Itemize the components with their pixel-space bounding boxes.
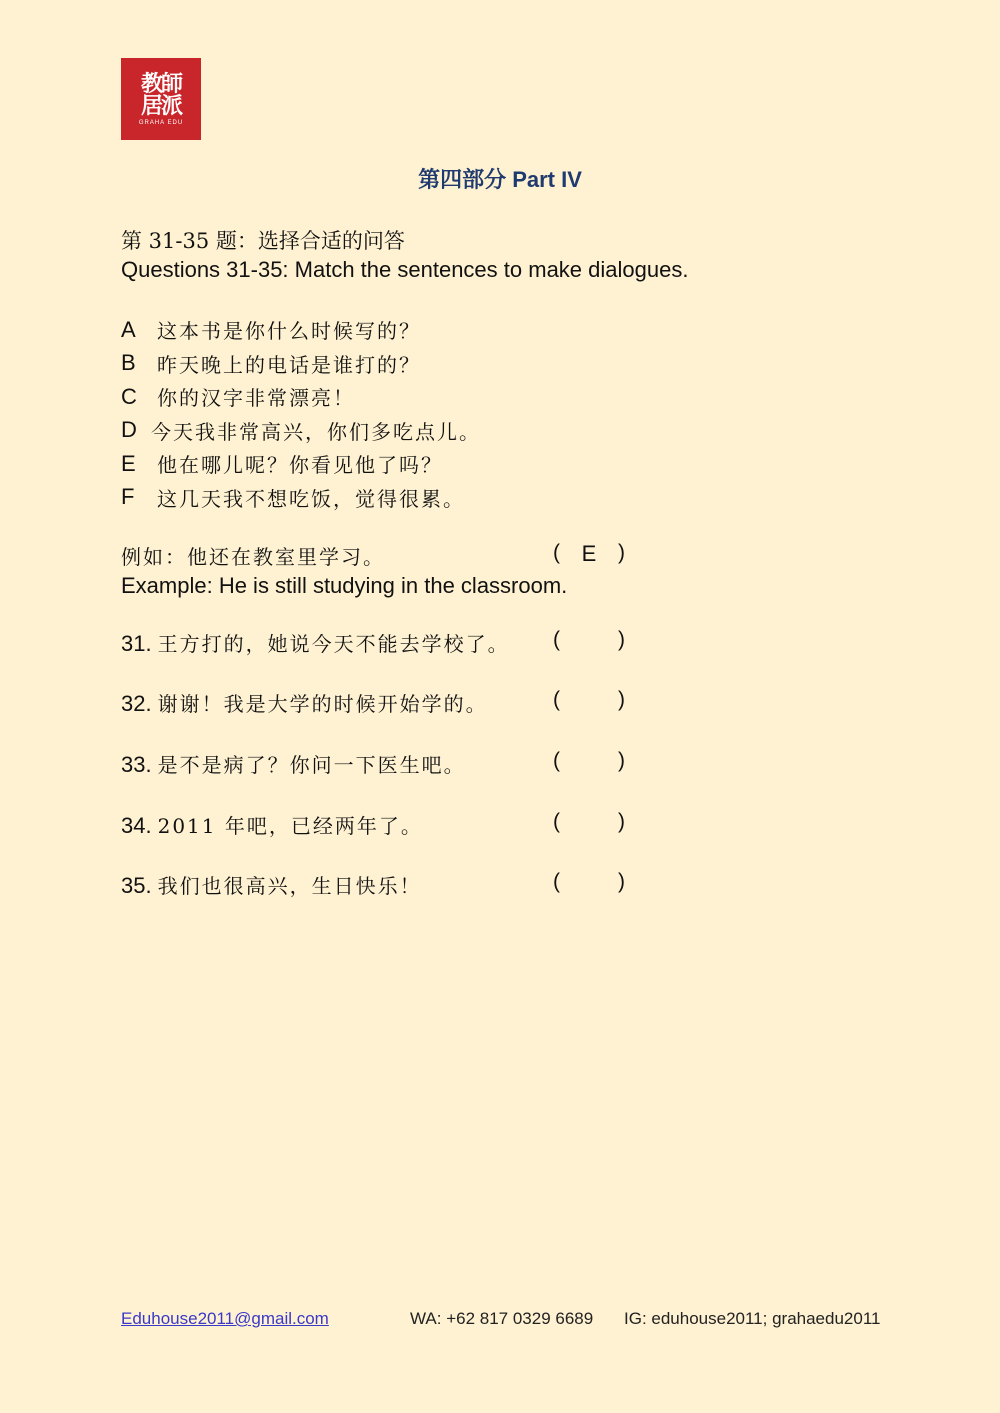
logo-seal-mark: 教師居派 [140, 71, 181, 119]
question-text: 2011 年吧，已经两年了。 [157, 814, 423, 838]
option-e [121, 447, 481, 481]
question-31 [121, 628, 510, 657]
question-text: 王方打的，她说今天不能去学校了。 [157, 632, 510, 656]
graha-edu-logo [121, 58, 201, 140]
option-letter: B [121, 350, 136, 376]
logo-caption: GRAHA EDU [138, 120, 184, 126]
page-title: 第四部分 Part IV [418, 167, 582, 192]
question-text: 谢谢！我是大学的时候开始学的。 [157, 692, 488, 716]
option-letter: C [121, 383, 137, 409]
paren-close: ) [618, 749, 625, 772]
footer-email[interactable] [121, 1309, 329, 1329]
paren-close: ) [618, 870, 625, 893]
question-number: 35. [121, 873, 152, 898]
question-34 [121, 810, 423, 839]
option-text: 你的汉字非常漂亮！ [157, 386, 355, 411]
option-a [121, 313, 481, 347]
paren-close: ) [618, 541, 625, 564]
question-number: 32. [121, 691, 152, 716]
example-answer: E [581, 541, 597, 566]
paren-close: ) [618, 628, 625, 651]
paren-open: ( [553, 628, 560, 651]
paren-open: ( [553, 810, 560, 833]
instructions-chinese: 第 31-35 题：选择合适的问答 [121, 229, 405, 253]
example-english: Example: He is still studying in the classroom. [121, 573, 568, 598]
question-text: 我们也很高兴，生日快乐！ [157, 874, 422, 898]
option-letter: E [121, 450, 136, 476]
answer-options-list [121, 313, 481, 514]
option-text: 今天我非常高兴，你们多吃点儿。 [151, 419, 481, 444]
question-number: 31. [121, 631, 152, 656]
option-text: 这本书是你什么时候写的？ [157, 319, 421, 344]
answer-box-32[interactable] [553, 688, 625, 712]
option-text: 这几天我不想吃饭，觉得很累。 [157, 486, 465, 511]
question-32 [121, 688, 488, 717]
question-number: 34. [121, 813, 152, 838]
option-d [121, 414, 481, 448]
paren-open: ( [553, 870, 560, 893]
instructions-english: Questions 31-35: Match the sentences to make dialogues. [121, 257, 689, 282]
option-c [121, 380, 481, 414]
answer-box-31[interactable] [553, 628, 625, 652]
answer-box-33[interactable] [553, 749, 625, 773]
example-chinese: 例如：他还在教室里学习。 [121, 545, 385, 569]
footer-whatsapp: WA: +62 817 0329 6689 [410, 1309, 594, 1328]
answer-box-34[interactable] [553, 810, 625, 834]
example-answer-box [553, 541, 625, 567]
paren-close: ) [618, 810, 625, 833]
option-text: 昨天晚上的电话是谁打的？ [157, 352, 421, 377]
email-link[interactable]: Eduhouse2011@gmail.com [121, 1309, 329, 1328]
question-33 [121, 749, 466, 778]
option-f [121, 481, 481, 515]
option-letter: A [121, 316, 136, 342]
paren-open: ( [553, 541, 560, 564]
option-letter: D [121, 417, 137, 443]
footer-instagram: IG: eduhouse2011; grahaedu2011 [624, 1309, 881, 1328]
option-letter: F [121, 484, 135, 510]
question-text: 是不是病了？你问一下医生吧。 [157, 753, 466, 777]
option-text: 他在哪儿呢？你看见他了吗？ [157, 453, 443, 478]
question-number: 33. [121, 752, 152, 777]
answer-box-35[interactable] [553, 870, 625, 894]
paren-open: ( [553, 749, 560, 772]
question-35 [121, 870, 422, 899]
paren-open: ( [553, 688, 560, 711]
paren-close: ) [618, 688, 625, 711]
option-b [121, 347, 481, 381]
